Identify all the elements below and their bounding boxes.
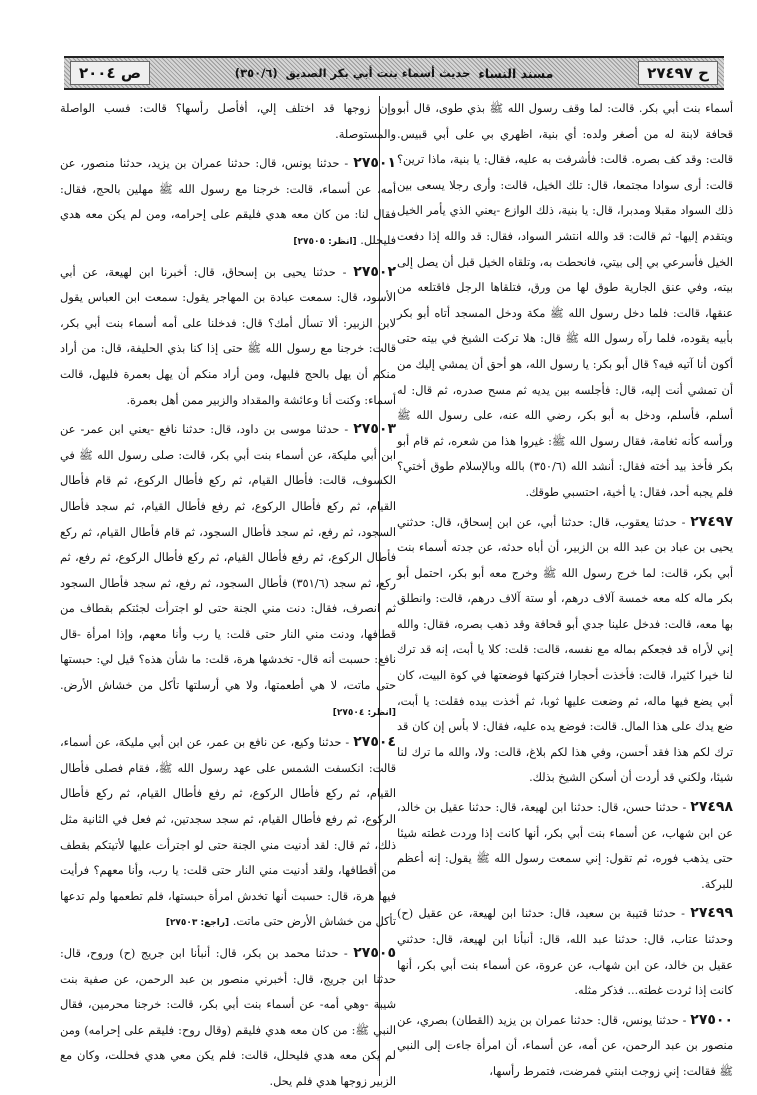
hadith-text: حدثنا محمد بن بكر، قال: أنبأنا ابن جريج (ح) وروح، قال: حدثنا ابن جريج، قال: أخبرني منصور بن عبد الرحمن، عن صفية بنت شيبة -وهي أمه- عن أسماء بنت أبي بكر، قالت: خرجنا محرمين، فقال النبي ﷺ: من كان معه هدي فليقم (وقال روح: فليقم على إحرامه) ومن لم يكن معه هدي فليحلل، قالت: فلم يكن معي هدي فحللت، وكان مع الزبير زوجها هدي فلم يحل. (60, 947, 396, 1088)
hadith-paragraph: ٢٧٥٠٢ - حدثنا يحيى بن إسحاق، قال: أخبرنا ابن لهيعة، عن أبي الأسود، قال: سمعت عبادة بن المهاجر يقول: سمعت ابن العباس يقول لابن الزبير: ألا تسأل أمك؟ قال: فدخلنا على أمه أسماء بنت أبي بكر، قالت: خرجنا مع رسول الله ﷺ حتى إذا كنا بذي الحليفة، قال: من أراد منكم أن يهل بالحج فليهل، ومن أراد منكم أن يهل بعمرة فليهل، قالت أسماء: وكنت أنا وعائشة والمقداد والزبير ممن أهل بعمرة. (60, 263, 397, 407)
page-label: ص ٢٠٠٤ (70, 61, 150, 85)
hadith-text: حدثنا قتيبة بن سعيد، قال: حدثنا ابن لهيعة، عن عقيل (ح) وحدثنا عتاب، قال: حدثنا عبد الله، قال: أنبأنا ابن لهيعة، قال: حدثني عقيل بن خالد، عن ابن شهاب، عن عروة، عن أسماء بنت أبي بكر، أنها كانت إذا ثردت غطته... فذكر مثله. (397, 907, 733, 998)
hadith-number: ٢٧٥٠٤ (353, 734, 396, 751)
hadith-number: ٢٧٥٠١ (353, 155, 397, 172)
left-column (60, 96, 397, 1088)
hadith-number: ٢٧٥٠٥ (353, 945, 396, 961)
hadith-text: حدثنا يونس، قال: حدثنا عمران بن يزيد، حدثنا منصور، عن أمه، عن أسماء، قالت: خرجنا مع رسول الله ﷺ مهلين بالحج، فقال: فقال لنا: من كان معه هدي فليقم على إحرامه، ومن لم يكن معه هدي فليحلل. (60, 157, 396, 247)
hadith-paragraph (397, 96, 733, 506)
hadith-paragraph: ٢٧٥٠٠ - حدثنا يونس، قال: حدثنا عمران بن يزيد (القطان) بصري، عن منصور بن عبد الرحمن، عن أمه، عن أسماء، أن امرأة جاءت إلى النبي ﷺ فقالت: إني زوجت ابنتي فمرضت، فتمرط رأسها، (397, 1011, 734, 1078)
hadith-range: ح ٢٧٤٩٧ (638, 61, 718, 85)
hadith-text: حدثنا يحيى بن إسحاق، قال: أخبرنا ابن لهيعة، عن أبي الأسود، قال: سمعت عبادة بن المهاجر يقول: سمعت ابن العباس يقول لابن الزبير: ألا تسأل أمك؟ قال: فدخلنا على أمه أسماء بنت أبي بكر، قالت: خرجنا مع رسول الله ﷺ حتى إذا كنا بذي الحليفة، قال: من أراد منكم أن يهل بالحج فليهل، ومن أراد منكم أن يهل بعمرة فليهل، قالت أسماء: وكنت أنا وعائشة والمقداد والزبير ممن أهل بعمرة. (60, 265, 396, 407)
hadith-number: ٢٧٥٠٣ (353, 421, 396, 438)
hadith-number: ٢٧٤٩٧ (690, 513, 733, 530)
book-title: مسند النساء (478, 65, 554, 81)
volume-ref: (٣٥٠/٦) (234, 65, 278, 80)
cross-reference-note: [انظر: ٢٧٥٠٤] (332, 707, 396, 718)
right-column (397, 96, 733, 1076)
page-header (64, 56, 724, 90)
hadith-text: أسماء بنت أبي بكر. قالت: لما وقف رسول الله ﷺ بذي طوى، قال أبو قحافة لابنة له من أصغر ولده: أي بنية، اظهري بي على أبي قبيس. قالت: وقد كف بصره. قالت: فأشرفت به عليه، فقال: يا بنية، ماذا ترين؟ قالت: أرى سوادا مجتمعا، قال: تلك الخيل، قالت: وأرى رجلا يسعى بين ذلك السواد مقبلا ومدبرا، قال: يا بنية، ذلك الوازع -يعني الذي يأمر الخيل ويتقدم إليها- ثم قالت: قد والله انتشر السواد، فقال: قد والله إذا دفعت الخيل فأسرعي بي إلى بيتي، فانحطت به، وتلقاه الخيل قبل أن يصل إلى بيته، وفي عنق الجارية طوق لها من ورق، فتلقاها الرجل فاقتلعه من عنقها، قالت: فلما دخل رسول الله ﷺ مكة ودخل المسجد أتاه أبو بكر بأبيه يقوده، فلما رآه رسول الله ﷺ قال: هلا تركت الشيخ في بيته حتى أكون أنا آتيه فيه؟ قال أبو بكر: يا رسول الله، هو أحق أن يمشي إليك من أن تمشي أنت إليه، قال: فأجلسه بين يديه ثم مسح صدره، ثم قال: له أسلم، فأسلم، ودخل به أبو بكر، رضي الله عنه، على رسول الله ﷺ ورأسه كأنه ثغامة، فقال رسول الله ﷺ: غيروا هذا من شعره، ثم قام أبو بكر فأخذ بيد أخته فقال: أنشد الله (٣٥٠/٦) بالله وبالإسلام طوق أختي؟ فلم يجبه أحد، فقال: يا أخية، احتسبي طوقك. (397, 102, 734, 499)
hadith-number: ٢٧٥٠٢ (353, 263, 397, 280)
hadith-paragraph: ٢٧٤٩٩ - حدثنا قتيبة بن سعيد، قال: حدثنا ابن لهيعة، عن عقيل (ح) وحدثنا عتاب، قال: حدثنا عبد الله، قال: أنبأنا ابن لهيعة، قال: حدثني عقيل بن خالد، عن ابن شهاب، عن عروة، عن أسماء بنت أبي بكر، أنها كانت إذا ثردت غطته... فذكر مثله. (397, 905, 734, 998)
hadith-number: ٢٧٥٠٠ (690, 1011, 734, 1028)
hadith-paragraph: ٢٧٤٩٧ - حدثنا يعقوب، قال: حدثنا أبي، عن ابن إسحاق، قال: حدثني يحيى بن عباد بن عبد الله بن الزبير، أن أباه حدثه، عن جدته أسماء بنت أبي بكر، قالت: لما خرج رسول الله ﷺ وخرج معه أبو بكر، احتمل أبو بكر ماله كله معه خمسة آلاف درهم، أو ستة آلاف درهم، قالت: وانطلق بها معه، قالت: فدخل علينا جدي أبو قحافة وقد ذهب بصره، فقال: والله إني لأراه قد فجعكم بماله مع نفسه، قالت: قلت: كلا يا أبت، إنه قد ترك لنا خيرا كثيرا، قالت: فأخذت أحجارا فتركتها فوضعتها في كوة البيت، كان أبي يضع فيها ماله، ثم وضعت عليها ثوبا، ثم أخذت بيده فقلت: يا أبت، ضع يدك على هذا المال. قالت: فوضع يده عليه، فقال: لا بأس إن كان قد ترك لكم هذا فقد أحسن، وفي هذا لكم بلاغ، قالت: ولا، والله ما ترك لنا شيئا، ولكني قد أردت أن أسكن الشيخ بذلك. (397, 513, 733, 785)
hadith-text: وإن زوجها قد اختلف إلي، أفأصل رأسها؟ قالت: فسب الواصلة والمستوصلة. (60, 102, 396, 141)
hadith-number: ٢٧٤٩٩ (690, 905, 734, 922)
hadith-paragraph: ٢٧٥٠١ - حدثنا يونس، قال: حدثنا عمران بن يزيد، حدثنا منصور، عن أمه، عن أسماء، قالت: خرجنا مع رسول الله ﷺ مهلين بالحج، فقال: فقال لنا: من كان معه هدي فليقم على إحرامه، ومن لم يكن معه هدي فليحلل. [انظر: ٢٧٥٠٥] (60, 155, 397, 247)
hadith-text: حدثنا يونس، قال: حدثنا عمران بن يزيد (القطان) بصري، عن منصور بن عبد الرحمن، عن أمه، عن أسماء، أن امرأة جاءت إلى النبي ﷺ فقالت: إني زوجت ابنتي فمرضت، فتمرط رأسها، (397, 1013, 733, 1078)
header-center (235, 66, 554, 81)
hadith-paragraph: ٢٧٥٠٤ - حدثنا وكيع، عن نافع بن عمر، عن ابن أبي مليكة، عن أسماء، قالت: انكسفت الشمس على عهد رسول الله ﷺ، فقام فصلى فأطال القيام، ثم ركع فأطال الركوع، ثم رفع فأطال القيام، ثم ركع فأطال الركوع، ثم رفع فأطال القيام، ثم سجد سجدتين، ثم فعل في الثانية مثل ذلك، ثم قال: لقد أدنيت مني الجنة حتى لو اجترأت عليها لأتيتكم بقطف من أقطافها، ولقد أدنيت مني النار حتى قلت: يا رب، وأنا معهم؟ فرأيت فيها هرة، قال: حسبت أنها تخدش امرأة حبستها، فلم تطعمها ولم تدعها تأكل من خشاش الأرض حتى ماتت. [راجع: ٢٧٥٠٣] (60, 734, 396, 929)
cross-reference-note: [انظر: ٢٧٥٠٥] (293, 236, 357, 247)
hadith-paragraph: ٢٧٤٩٨ - حدثنا حسن، قال: حدثنا ابن لهيعة، قال: حدثنا عقيل بن خالد، عن ابن شهاب، عن أسماء بنت أبي بكر، أنها كانت إذا وردت غطته شيئا حتى يذهب فوره، ثم تقول: إني سمعت رسول الله ﷺ يقول: إنه أعظم للبركة. (397, 799, 734, 891)
hadith-heading: حديث أسماء بنت أبي بكر الصديق (285, 65, 471, 80)
hadith-text: حدثنا حسن، قال: حدثنا ابن لهيعة، قال: حدثنا عقيل بن خالد، عن ابن شهاب، عن أسماء بنت أبي بكر، أنها كانت إذا وردت غطته شيئا حتى يذهب فوره، ثم تقول: إني سمعت رسول الله ﷺ يقول: إنه أعظم للبركة. (397, 801, 733, 891)
hadith-paragraph (60, 96, 396, 147)
hadith-paragraph: ٢٧٥٠٣ - حدثنا موسى بن داود، قال: حدثنا نافع -يعني ابن عمر- عن ابن أبي مليكة، عن أسماء بنت أبي بكر، قالت: صلى رسول الله ﷺ في الكسوف، قالت: فأطال القيام، ثم ركع فأطال الركوع، ثم قام فأطال القيام، ثم ركع فأطال الركوع، ثم رفع فأطال القيام، ثم سجد فأطال السجود، ثم رفع، ثم سجد فأطال السجود، ثم قام فأطال القيام، ثم ركع فأطال الركوع، ثم رفع فأطال القيام، ثم ركع فأطال الركوع، ثم رفع، ثم ركع، ثم سجد (٣٥١/٦) فأطال السجود، ثم رفع، ثم سجد فأطال السجود ثم انصرف، فقال: دنت مني الجنة حتى لو اجترأت لجئتكم بقطاف من قطافها، ودنت مني النار حتى قلت: يا رب وأنا معهم، وإذا امرأة -قال نافع: حسبت أنه قال- تخدشها هرة، قلت: ما شأن هذه؟ قيل لي: حبستها حتى ماتت، لا هي أطعمتها، ولا هي أرسلتها تأكل من خشاش الأرض. [انظر: ٢٧٥٠٤] (60, 421, 396, 718)
hadith-paragraph: ٢٧٥٠٥ - حدثنا محمد بن بكر، قال: أنبأنا ابن جريج (ح) وروح، قال: حدثنا ابن جريج، قال: أخبرني منصور بن عبد الرحمن، عن صفية بنت شيبة -وهي أمه- عن أسماء بنت أبي بكر، قالت: خرجنا محرمين، فقال النبي ﷺ: من كان معه هدي فليقم (وقال روح: فليقم على إحرامه) ومن لم يكن معه هدي فليحلل، قالت: فلم يكن معي هدي فحللت، وكان مع الزبير زوجها هدي فلم يحل. (60, 945, 396, 1088)
cross-reference-note: [راجع: ٢٧٥٠٣] (165, 918, 230, 929)
hadith-text: حدثنا يعقوب، قال: حدثنا أبي، عن ابن إسحاق، قال: حدثني يحيى بن عباد بن عبد الله بن الزبير، أن أباه حدثه، عن جدته أسماء بنت أبي بكر، قالت: لما خرج رسول الله ﷺ وخرج معه أبو بكر، احتمل أبو بكر ماله كله معه خمسة آلاف درهم، أو ستة آلاف درهم، قالت: وانطلق بها معه، قالت: فدخل علينا جدي أبو قحافة وقد ذهب بصره، فقال: والله إني لأراه قد فجعكم بماله مع نفسه، قالت: قلت: كلا يا أبت، إنه قد ترك لنا خيرا كثيرا، قالت: فأخذت أحجارا فتركتها فوضعتها في كوة البيت، كان أبي يضع فيها ماله، ثم وضعت عليها ثوبا، ثم أخذت بيده فقلت: يا أبت، ضع يدك على هذا المال. قالت: فوضع يده عليه، فقال: لا بأس إن كان قد ترك لكم هذا فقد أحسن، وفي هذا لكم بلاغ، قالت: ولا، والله ما ترك لنا شيئا، ولكني قد أردت أن أسكن الشيخ بذلك. (397, 515, 733, 785)
hadith-text: حدثنا وكيع، عن نافع بن عمر، عن ابن أبي مليكة، عن أسماء، قالت: انكسفت الشمس على عهد رسول الله ﷺ، فقام فصلى فأطال القيام، ثم ركع فأطال الركوع، ثم رفع فأطال القيام، ثم ركع فأطال الركوع، ثم رفع فأطال القيام، ثم سجد سجدتين، ثم فعل في الثانية مثل ذلك، ثم قال: لقد أدنيت مني الجنة حتى لو اجترأت عليها لأتيتكم بقطف من أقطافها، ولقد أدنيت مني النار حتى قلت: يا رب، وأنا معهم؟ فرأيت فيها هرة، قال: حسبت أنها تخدش امرأة حبستها، فلم تطعمها ولم تدعها تأكل من خشاش الأرض حتى ماتت. (60, 736, 396, 929)
hadith-text: حدثنا موسى بن داود، قال: حدثنا نافع -يعني ابن عمر- عن ابن أبي مليكة، عن أسماء بنت أبي بكر، قالت: صلى رسول الله ﷺ في الكسوف، قالت: فأطال القيام، ثم ركع فأطال الركوع، ثم قام فأطال القيام، ثم ركع فأطال الركوع، ثم رفع فأطال القيام، ثم سجد فأطال السجود، ثم رفع، ثم سجد فأطال السجود، ثم قام فأطال القيام، ثم ركع فأطال الركوع، ثم رفع فأطال القيام، ثم ركع فأطال الركوع، ثم رفع، ثم ركع، ثم سجد (٣٥١/٦) فأطال السجود، ثم رفع، ثم سجد فأطال السجود ثم انصرف، فقال: دنت مني الجنة حتى لو اجترأت لجئتكم بقطاف من قطافها، ودنت مني النار حتى قلت: يا رب وأنا معهم، وإذا امرأة -قال نافع: حسبت أنه قال- تخدشها هرة، قلت: ما شأن هذه؟ قيل لي: حبستها حتى ماتت، لا هي أطعمتها، ولا هي أرسلتها تأكل من خشاش الأرض. (60, 423, 396, 693)
hadith-number: ٢٧٤٩٨ (690, 799, 734, 816)
